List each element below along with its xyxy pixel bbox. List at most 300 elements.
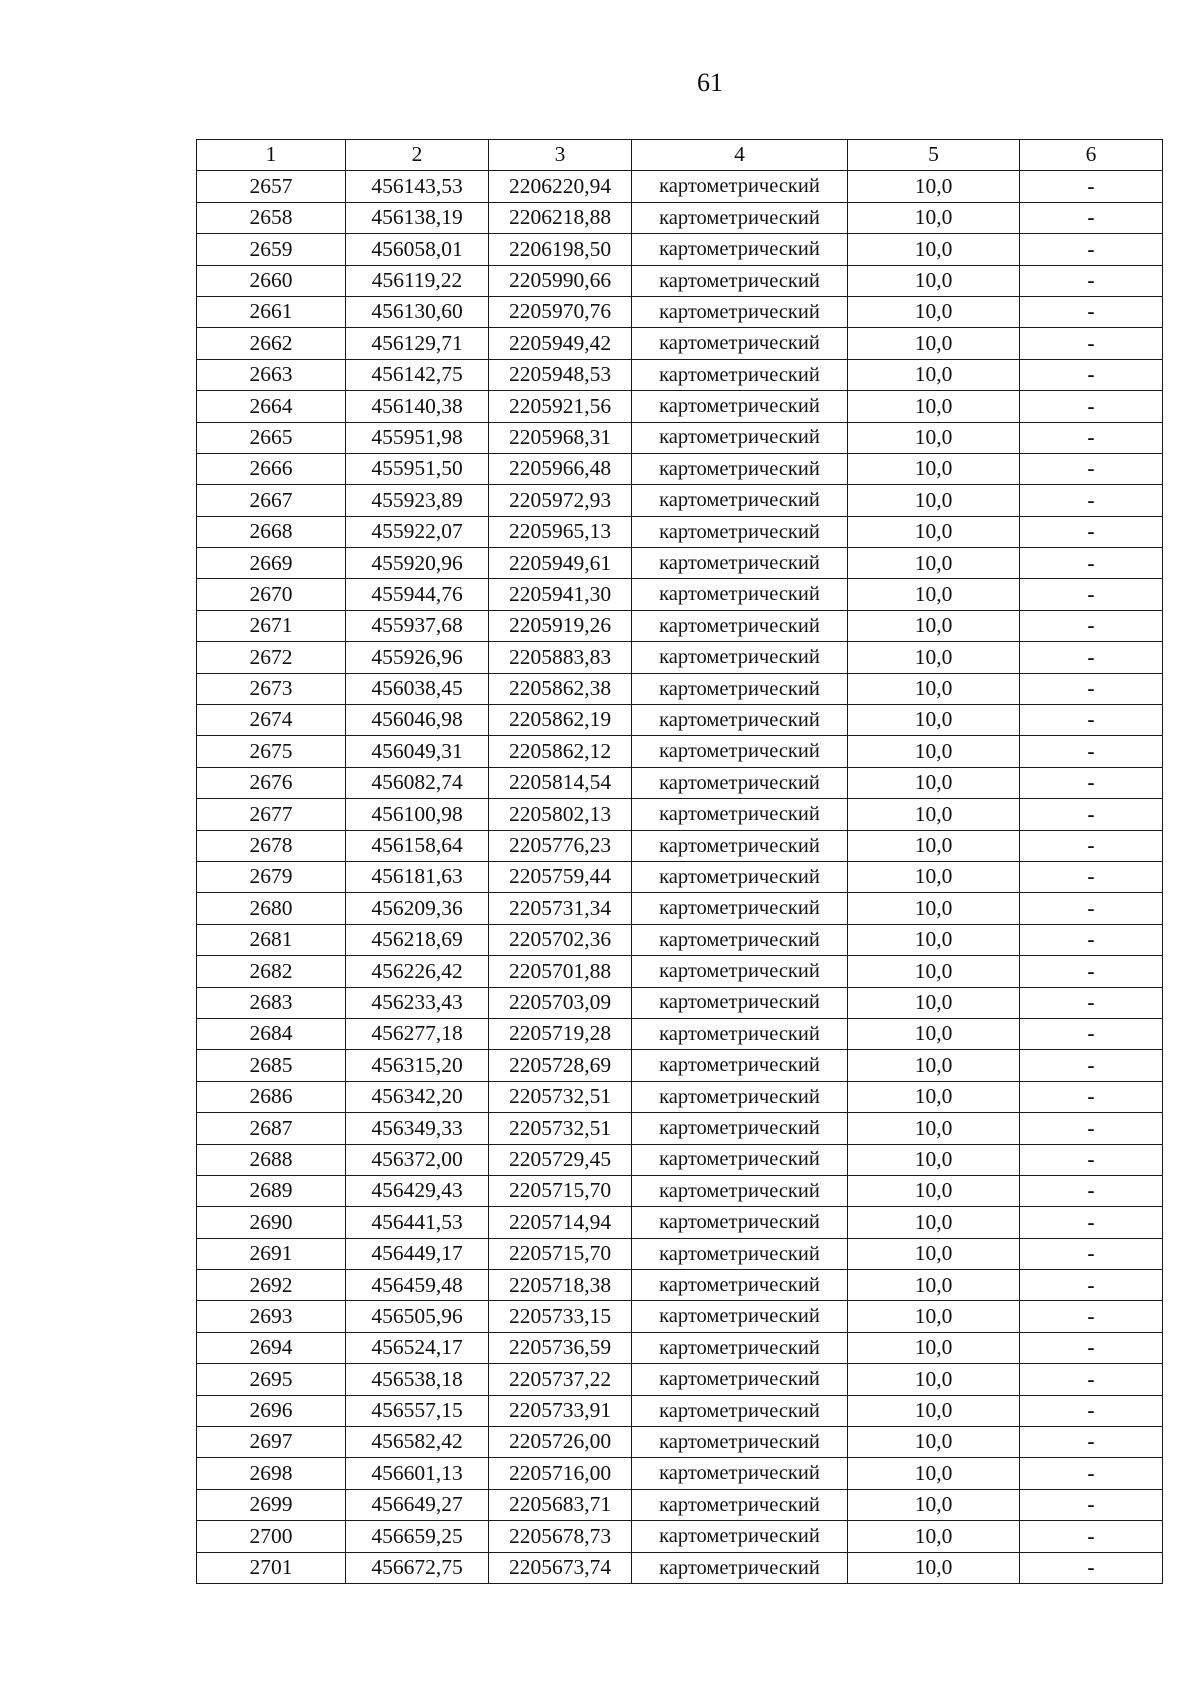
note-cell: - <box>1020 642 1163 673</box>
method-cell: картометрический <box>632 705 848 736</box>
point-number-cell: 2664 <box>197 391 346 422</box>
x-coordinate-cell: 455922,07 <box>346 516 489 547</box>
y-coordinate-cell: 2205802,13 <box>489 799 632 830</box>
accuracy-cell: 10,0 <box>848 736 1020 767</box>
table-row <box>197 1238 1163 1269</box>
x-coordinate-cell: 455937,68 <box>346 610 489 641</box>
table-row <box>197 1207 1163 1238</box>
method-cell: картометрический <box>632 1050 848 1081</box>
note-cell: - <box>1020 893 1163 924</box>
method-cell: картометрический <box>632 1207 848 1238</box>
y-coordinate-cell: 2205970,76 <box>489 296 632 327</box>
method-cell: картометрический <box>632 359 848 390</box>
accuracy-cell: 10,0 <box>848 1301 1020 1332</box>
table-row <box>197 516 1163 547</box>
note-cell: - <box>1020 579 1163 610</box>
table-row <box>197 171 1163 202</box>
y-coordinate-cell: 2205701,88 <box>489 956 632 987</box>
point-number-cell: 2671 <box>197 610 346 641</box>
x-coordinate-cell: 455923,89 <box>346 485 489 516</box>
note-cell: - <box>1020 673 1163 704</box>
table-row <box>197 234 1163 265</box>
accuracy-cell: 10,0 <box>848 1207 1020 1238</box>
x-coordinate-cell: 455951,98 <box>346 422 489 453</box>
table-row <box>197 485 1163 516</box>
accuracy-cell: 10,0 <box>848 893 1020 924</box>
point-number-cell: 2687 <box>197 1113 346 1144</box>
table-row <box>197 673 1163 704</box>
point-number-cell: 2690 <box>197 1207 346 1238</box>
note-cell: - <box>1020 799 1163 830</box>
method-cell: картометрический <box>632 453 848 484</box>
column-header-4: 4 <box>632 140 848 171</box>
x-coordinate-cell: 455951,50 <box>346 453 489 484</box>
point-number-cell: 2682 <box>197 956 346 987</box>
x-coordinate-cell: 456129,71 <box>346 328 489 359</box>
table-row <box>197 1427 1163 1458</box>
method-cell: картометрический <box>632 673 848 704</box>
note-cell: - <box>1020 202 1163 233</box>
x-coordinate-cell: 456505,96 <box>346 1301 489 1332</box>
y-coordinate-cell: 2205949,42 <box>489 328 632 359</box>
accuracy-cell: 10,0 <box>848 705 1020 736</box>
point-number-cell: 2686 <box>197 1081 346 1112</box>
note-cell: - <box>1020 391 1163 422</box>
method-cell: картометрический <box>632 642 848 673</box>
method-cell: картометрический <box>632 1332 848 1363</box>
y-coordinate-cell: 2205716,00 <box>489 1458 632 1489</box>
note-cell: - <box>1020 1175 1163 1206</box>
method-cell: картометрический <box>632 1175 848 1206</box>
point-number-cell: 2693 <box>197 1301 346 1332</box>
method-cell: картометрический <box>632 422 848 453</box>
table-row <box>197 1175 1163 1206</box>
x-coordinate-cell: 456130,60 <box>346 296 489 327</box>
note-cell: - <box>1020 265 1163 296</box>
accuracy-cell: 10,0 <box>848 202 1020 233</box>
accuracy-cell: 10,0 <box>848 1270 1020 1301</box>
method-cell: картометрический <box>632 202 848 233</box>
accuracy-cell: 10,0 <box>848 422 1020 453</box>
note-cell: - <box>1020 1489 1163 1520</box>
accuracy-cell: 10,0 <box>848 1113 1020 1144</box>
x-coordinate-cell: 456372,00 <box>346 1144 489 1175</box>
note-cell: - <box>1020 548 1163 579</box>
point-number-cell: 2669 <box>197 548 346 579</box>
note-cell: - <box>1020 861 1163 892</box>
method-cell: картометрический <box>632 893 848 924</box>
note-cell: - <box>1020 1270 1163 1301</box>
note-cell: - <box>1020 1301 1163 1332</box>
table-row <box>197 705 1163 736</box>
y-coordinate-cell: 2205966,48 <box>489 453 632 484</box>
point-number-cell: 2679 <box>197 861 346 892</box>
accuracy-cell: 10,0 <box>848 799 1020 830</box>
y-coordinate-cell: 2205726,00 <box>489 1427 632 1458</box>
point-number-cell: 2665 <box>197 422 346 453</box>
table-row <box>197 1521 1163 1552</box>
table-row <box>197 736 1163 767</box>
method-cell: картометрический <box>632 1270 848 1301</box>
y-coordinate-cell: 2206198,50 <box>489 234 632 265</box>
method-cell: картометрический <box>632 265 848 296</box>
point-number-cell: 2692 <box>197 1270 346 1301</box>
point-number-cell: 2658 <box>197 202 346 233</box>
table-row <box>197 422 1163 453</box>
table-row <box>197 610 1163 641</box>
x-coordinate-cell: 456659,25 <box>346 1521 489 1552</box>
y-coordinate-cell: 2205718,38 <box>489 1270 632 1301</box>
y-coordinate-cell: 2205729,45 <box>489 1144 632 1175</box>
x-coordinate-cell: 456226,42 <box>346 956 489 987</box>
point-number-cell: 2681 <box>197 924 346 955</box>
method-cell: картометрический <box>632 516 848 547</box>
accuracy-cell: 10,0 <box>848 1050 1020 1081</box>
note-cell: - <box>1020 1521 1163 1552</box>
table-row <box>197 956 1163 987</box>
accuracy-cell: 10,0 <box>848 642 1020 673</box>
note-cell: - <box>1020 610 1163 641</box>
point-number-cell: 2677 <box>197 799 346 830</box>
point-number-cell: 2660 <box>197 265 346 296</box>
table-row <box>197 1270 1163 1301</box>
table-row <box>197 1458 1163 1489</box>
note-cell: - <box>1020 485 1163 516</box>
table-row <box>197 861 1163 892</box>
method-cell: картометрический <box>632 767 848 798</box>
accuracy-cell: 10,0 <box>848 861 1020 892</box>
table-row <box>197 642 1163 673</box>
y-coordinate-cell: 2205715,70 <box>489 1238 632 1269</box>
x-coordinate-cell: 456538,18 <box>346 1364 489 1395</box>
x-coordinate-cell: 456082,74 <box>346 767 489 798</box>
x-coordinate-cell: 456158,64 <box>346 830 489 861</box>
y-coordinate-cell: 2205732,51 <box>489 1113 632 1144</box>
y-coordinate-cell: 2205776,23 <box>489 830 632 861</box>
point-number-cell: 2694 <box>197 1332 346 1363</box>
point-number-cell: 2676 <box>197 767 346 798</box>
x-coordinate-cell: 456582,42 <box>346 1427 489 1458</box>
table-row <box>197 1018 1163 1049</box>
note-cell: - <box>1020 736 1163 767</box>
y-coordinate-cell: 2205733,91 <box>489 1395 632 1426</box>
table-row <box>197 1552 1163 1583</box>
accuracy-cell: 10,0 <box>848 924 1020 955</box>
x-coordinate-cell: 456349,33 <box>346 1113 489 1144</box>
table-row <box>197 1081 1163 1112</box>
column-header-6: 6 <box>1020 140 1163 171</box>
x-coordinate-cell: 456342,20 <box>346 1081 489 1112</box>
x-coordinate-cell: 456119,22 <box>346 265 489 296</box>
x-coordinate-cell: 455926,96 <box>346 642 489 673</box>
page-number: 61 <box>697 68 723 97</box>
point-number-cell: 2672 <box>197 642 346 673</box>
y-coordinate-cell: 2205883,83 <box>489 642 632 673</box>
accuracy-cell: 10,0 <box>848 1238 1020 1269</box>
table-row <box>197 1301 1163 1332</box>
y-coordinate-cell: 2205731,34 <box>489 893 632 924</box>
x-coordinate-cell: 456138,19 <box>346 202 489 233</box>
method-cell: картометрический <box>632 956 848 987</box>
method-cell: картометрический <box>632 736 848 767</box>
accuracy-cell: 10,0 <box>848 359 1020 390</box>
note-cell: - <box>1020 1207 1163 1238</box>
method-cell: картометрический <box>632 1144 848 1175</box>
x-coordinate-cell: 456218,69 <box>346 924 489 955</box>
y-coordinate-cell: 2205949,61 <box>489 548 632 579</box>
x-coordinate-cell: 455920,96 <box>346 548 489 579</box>
table-row <box>197 265 1163 296</box>
table-row <box>197 359 1163 390</box>
table-row <box>197 1113 1163 1144</box>
point-number-cell: 2685 <box>197 1050 346 1081</box>
table-row <box>197 799 1163 830</box>
y-coordinate-cell: 2205941,30 <box>489 579 632 610</box>
table-row <box>197 548 1163 579</box>
accuracy-cell: 10,0 <box>848 610 1020 641</box>
method-cell: картометрический <box>632 171 848 202</box>
x-coordinate-cell: 456038,45 <box>346 673 489 704</box>
table-header <box>197 140 1163 171</box>
point-number-cell: 2678 <box>197 830 346 861</box>
point-number-cell: 2667 <box>197 485 346 516</box>
table-body <box>197 171 1163 1584</box>
x-coordinate-cell: 456058,01 <box>346 234 489 265</box>
x-coordinate-cell: 456142,75 <box>346 359 489 390</box>
y-coordinate-cell: 2205990,66 <box>489 265 632 296</box>
table-row <box>197 1489 1163 1520</box>
accuracy-cell: 10,0 <box>848 1521 1020 1552</box>
accuracy-cell: 10,0 <box>848 171 1020 202</box>
accuracy-cell: 10,0 <box>848 453 1020 484</box>
point-number-cell: 2695 <box>197 1364 346 1395</box>
y-coordinate-cell: 2205862,38 <box>489 673 632 704</box>
method-cell: картометрический <box>632 391 848 422</box>
point-number-cell: 2662 <box>197 328 346 359</box>
accuracy-cell: 10,0 <box>848 391 1020 422</box>
method-cell: картометрический <box>632 830 848 861</box>
y-coordinate-cell: 2205714,94 <box>489 1207 632 1238</box>
x-coordinate-cell: 456459,48 <box>346 1270 489 1301</box>
table-row <box>197 767 1163 798</box>
note-cell: - <box>1020 705 1163 736</box>
note-cell: - <box>1020 1395 1163 1426</box>
x-coordinate-cell: 456601,13 <box>346 1458 489 1489</box>
note-cell: - <box>1020 453 1163 484</box>
x-coordinate-cell: 456524,17 <box>346 1332 489 1363</box>
x-coordinate-cell: 456233,43 <box>346 987 489 1018</box>
point-number-cell: 2683 <box>197 987 346 1018</box>
table-row <box>197 1144 1163 1175</box>
table-row <box>197 893 1163 924</box>
accuracy-cell: 10,0 <box>848 516 1020 547</box>
x-coordinate-cell: 456143,53 <box>346 171 489 202</box>
x-coordinate-cell: 455944,76 <box>346 579 489 610</box>
point-number-cell: 2688 <box>197 1144 346 1175</box>
accuracy-cell: 10,0 <box>848 1489 1020 1520</box>
method-cell: картометрический <box>632 924 848 955</box>
table-row <box>197 328 1163 359</box>
y-coordinate-cell: 2205673,74 <box>489 1552 632 1583</box>
note-cell: - <box>1020 328 1163 359</box>
y-coordinate-cell: 2205921,56 <box>489 391 632 422</box>
y-coordinate-cell: 2205759,44 <box>489 861 632 892</box>
y-coordinate-cell: 2205948,53 <box>489 359 632 390</box>
accuracy-cell: 10,0 <box>848 1081 1020 1112</box>
coordinates-table <box>196 139 1163 1584</box>
note-cell: - <box>1020 234 1163 265</box>
y-coordinate-cell: 2205862,12 <box>489 736 632 767</box>
y-coordinate-cell: 2206220,94 <box>489 171 632 202</box>
x-coordinate-cell: 456209,36 <box>346 893 489 924</box>
point-number-cell: 2689 <box>197 1175 346 1206</box>
note-cell: - <box>1020 1050 1163 1081</box>
note-cell: - <box>1020 516 1163 547</box>
x-coordinate-cell: 456181,63 <box>346 861 489 892</box>
accuracy-cell: 10,0 <box>848 234 1020 265</box>
accuracy-cell: 10,0 <box>848 956 1020 987</box>
note-cell: - <box>1020 1018 1163 1049</box>
note-cell: - <box>1020 171 1163 202</box>
y-coordinate-cell: 2205814,54 <box>489 767 632 798</box>
method-cell: картометрический <box>632 548 848 579</box>
note-cell: - <box>1020 830 1163 861</box>
y-coordinate-cell: 2205968,31 <box>489 422 632 453</box>
y-coordinate-cell: 2205965,13 <box>489 516 632 547</box>
point-number-cell: 2661 <box>197 296 346 327</box>
method-cell: картометрический <box>632 1458 848 1489</box>
point-number-cell: 2670 <box>197 579 346 610</box>
x-coordinate-cell: 456140,38 <box>346 391 489 422</box>
note-cell: - <box>1020 924 1163 955</box>
accuracy-cell: 10,0 <box>848 1175 1020 1206</box>
x-coordinate-cell: 456315,20 <box>346 1050 489 1081</box>
method-cell: картометрический <box>632 1113 848 1144</box>
table-row <box>197 453 1163 484</box>
column-header-5: 5 <box>848 140 1020 171</box>
note-cell: - <box>1020 767 1163 798</box>
y-coordinate-cell: 2205919,26 <box>489 610 632 641</box>
point-number-cell: 2674 <box>197 705 346 736</box>
point-number-cell: 2697 <box>197 1427 346 1458</box>
note-cell: - <box>1020 422 1163 453</box>
note-cell: - <box>1020 1332 1163 1363</box>
point-number-cell: 2684 <box>197 1018 346 1049</box>
table-row <box>197 1364 1163 1395</box>
accuracy-cell: 10,0 <box>848 987 1020 1018</box>
method-cell: картометрический <box>632 1489 848 1520</box>
table-row <box>197 830 1163 861</box>
accuracy-cell: 10,0 <box>848 1458 1020 1489</box>
point-number-cell: 2675 <box>197 736 346 767</box>
accuracy-cell: 10,0 <box>848 1018 1020 1049</box>
point-number-cell: 2680 <box>197 893 346 924</box>
point-number-cell: 2700 <box>197 1521 346 1552</box>
y-coordinate-cell: 2205728,69 <box>489 1050 632 1081</box>
point-number-cell: 2701 <box>197 1552 346 1583</box>
y-coordinate-cell: 2205862,19 <box>489 705 632 736</box>
method-cell: картометрический <box>632 1238 848 1269</box>
x-coordinate-cell: 456049,31 <box>346 736 489 767</box>
method-cell: картометрический <box>632 1395 848 1426</box>
note-cell: - <box>1020 1552 1163 1583</box>
method-cell: картометрический <box>632 1301 848 1332</box>
point-number-cell: 2698 <box>197 1458 346 1489</box>
point-number-cell: 2699 <box>197 1489 346 1520</box>
accuracy-cell: 10,0 <box>848 1332 1020 1363</box>
accuracy-cell: 10,0 <box>848 673 1020 704</box>
method-cell: картометрический <box>632 799 848 830</box>
accuracy-cell: 10,0 <box>848 328 1020 359</box>
method-cell: картометрический <box>632 579 848 610</box>
note-cell: - <box>1020 1113 1163 1144</box>
table-row <box>197 924 1163 955</box>
table-row <box>197 296 1163 327</box>
method-cell: картометрический <box>632 234 848 265</box>
accuracy-cell: 10,0 <box>848 1427 1020 1458</box>
table-row <box>197 202 1163 233</box>
table-row <box>197 1050 1163 1081</box>
point-number-cell: 2666 <box>197 453 346 484</box>
header-row <box>197 140 1163 171</box>
table-row <box>197 391 1163 422</box>
x-coordinate-cell: 456277,18 <box>346 1018 489 1049</box>
accuracy-cell: 10,0 <box>848 265 1020 296</box>
accuracy-cell: 10,0 <box>848 1552 1020 1583</box>
x-coordinate-cell: 456441,53 <box>346 1207 489 1238</box>
y-coordinate-cell: 2205702,36 <box>489 924 632 955</box>
accuracy-cell: 10,0 <box>848 548 1020 579</box>
note-cell: - <box>1020 1081 1163 1112</box>
method-cell: картометрический <box>632 1521 848 1552</box>
note-cell: - <box>1020 359 1163 390</box>
method-cell: картометрический <box>632 987 848 1018</box>
accuracy-cell: 10,0 <box>848 579 1020 610</box>
note-cell: - <box>1020 1458 1163 1489</box>
accuracy-cell: 10,0 <box>848 1395 1020 1426</box>
y-coordinate-cell: 2205732,51 <box>489 1081 632 1112</box>
method-cell: картометрический <box>632 610 848 641</box>
method-cell: картометрический <box>632 861 848 892</box>
accuracy-cell: 10,0 <box>848 485 1020 516</box>
column-header-2: 2 <box>346 140 489 171</box>
point-number-cell: 2659 <box>197 234 346 265</box>
x-coordinate-cell: 456449,17 <box>346 1238 489 1269</box>
note-cell: - <box>1020 987 1163 1018</box>
x-coordinate-cell: 456672,75 <box>346 1552 489 1583</box>
point-number-cell: 2668 <box>197 516 346 547</box>
column-header-3: 3 <box>489 140 632 171</box>
note-cell: - <box>1020 956 1163 987</box>
accuracy-cell: 10,0 <box>848 767 1020 798</box>
note-cell: - <box>1020 296 1163 327</box>
y-coordinate-cell: 2205737,22 <box>489 1364 632 1395</box>
point-number-cell: 2663 <box>197 359 346 390</box>
column-header-1: 1 <box>197 140 346 171</box>
method-cell: картометрический <box>632 485 848 516</box>
note-cell: - <box>1020 1238 1163 1269</box>
accuracy-cell: 10,0 <box>848 830 1020 861</box>
x-coordinate-cell: 456100,98 <box>346 799 489 830</box>
method-cell: картометрический <box>632 1364 848 1395</box>
method-cell: картометрический <box>632 1018 848 1049</box>
x-coordinate-cell: 456649,27 <box>346 1489 489 1520</box>
x-coordinate-cell: 456429,43 <box>346 1175 489 1206</box>
method-cell: картометрический <box>632 328 848 359</box>
y-coordinate-cell: 2205972,93 <box>489 485 632 516</box>
x-coordinate-cell: 456557,15 <box>346 1395 489 1426</box>
table-row <box>197 1395 1163 1426</box>
